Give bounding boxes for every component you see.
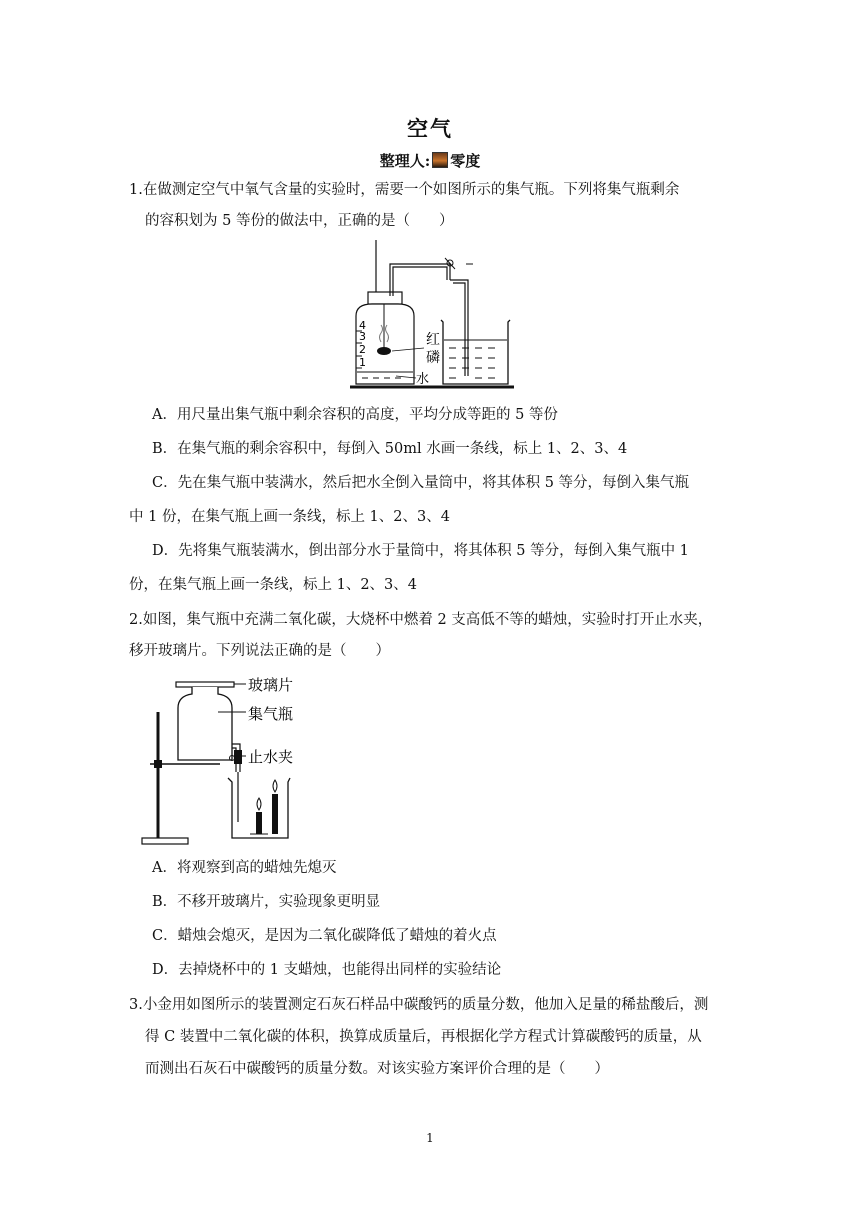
q1-option-d-line1: D．先将集气瓶装满水，倒出部分水于量筒中，将其体积 5 等分，每倒入集气瓶中 1: [152, 543, 689, 559]
q1-option-b: B．在集气瓶的剩余容积中，每倒入 50ml 水画一条线，标上 1、2、3、4: [152, 441, 628, 457]
q2-stem-line1: 2.如图，集气瓶中充满二氧化碳，大烧杯中燃着 2 支高低不等的蜡烛，实验时打开止水夹，: [129, 612, 713, 628]
author-logo-icon: [432, 152, 448, 168]
q2-label-glass: 玻璃片: [248, 676, 294, 694]
q1-label-phosphorus: 磷: [426, 350, 440, 366]
q1-mark-1: 1: [359, 356, 366, 369]
q2-label-clamp: 止水夹: [248, 748, 294, 766]
q1-option-c-line2: 中 1 份，在集气瓶上画一条线，标上 1、2、3、4: [129, 509, 450, 525]
q1-stem-line2: 的容积划为 5 等份的做法中，正确的是（ ）: [145, 213, 454, 229]
q1-option-c-line1: C．先在集气瓶中装满水，然后把水全倒入量筒中，将其体积 5 等分，每倒入集气瓶: [152, 475, 690, 491]
q1-mark-4: 4: [359, 319, 366, 332]
q2-option-d: D．去掉烧杯中的 1 支蜡烛，也能得出同样的实验结论: [152, 962, 502, 978]
author-line: [0, 150, 860, 171]
q1-stem-line1: 1.在做测定空气中氧气含量的实验时，需要一个如图所示的集气瓶。下列将集气瓶剩余: [129, 182, 680, 198]
q2-option-b: B．不移开玻璃片，实验现象更明显: [152, 894, 381, 910]
q1-option-a: A．用尺量出集气瓶中剩余容积的高度，平均分成等距的 5 等份: [152, 407, 558, 423]
author-name: 零度: [450, 152, 481, 170]
q1-label-red: 红: [426, 332, 440, 348]
q1-mark-2: 2: [359, 343, 366, 356]
q2-figure-candles: [140, 672, 330, 848]
page-title: 空气: [407, 117, 453, 141]
q3-stem-line3: 而测出石灰石中碳酸钙的质量分数。对该实验方案评价合理的是（ ）: [145, 1061, 609, 1077]
q1-option-d-line2: 份，在集气瓶上画一条线，标上 1、2、3、4: [129, 577, 418, 593]
q2-stem-line2: 移开玻璃片。下列说法正确的是（ ）: [129, 643, 390, 659]
page-number: 1: [426, 1131, 434, 1145]
q1-label-water: 水: [416, 372, 430, 387]
q3-stem-line1: 3.小金用如图所示的装置测定石灰石样品中碳酸钙的质量分数，他加入足量的稀盐酸后，测: [129, 997, 709, 1013]
q2-label-bottle: 集气瓶: [248, 705, 294, 723]
q2-option-a: A．将观察到高的蜡烛先熄灭: [152, 860, 337, 876]
q1-mark-3: 3: [359, 330, 366, 343]
q1-figure-gas-bottle: [346, 238, 516, 390]
q3-stem-line2: 得 C 装置中二氧化碳的体积，换算成质量后，再根据化学方程式计算碳酸钙的质量，从: [145, 1029, 702, 1045]
q2-option-c: C．蜡烛会熄灭，是因为二氧化碳降低了蜡烛的着火点: [152, 928, 497, 944]
author-prefix: 整理人:: [379, 152, 431, 170]
